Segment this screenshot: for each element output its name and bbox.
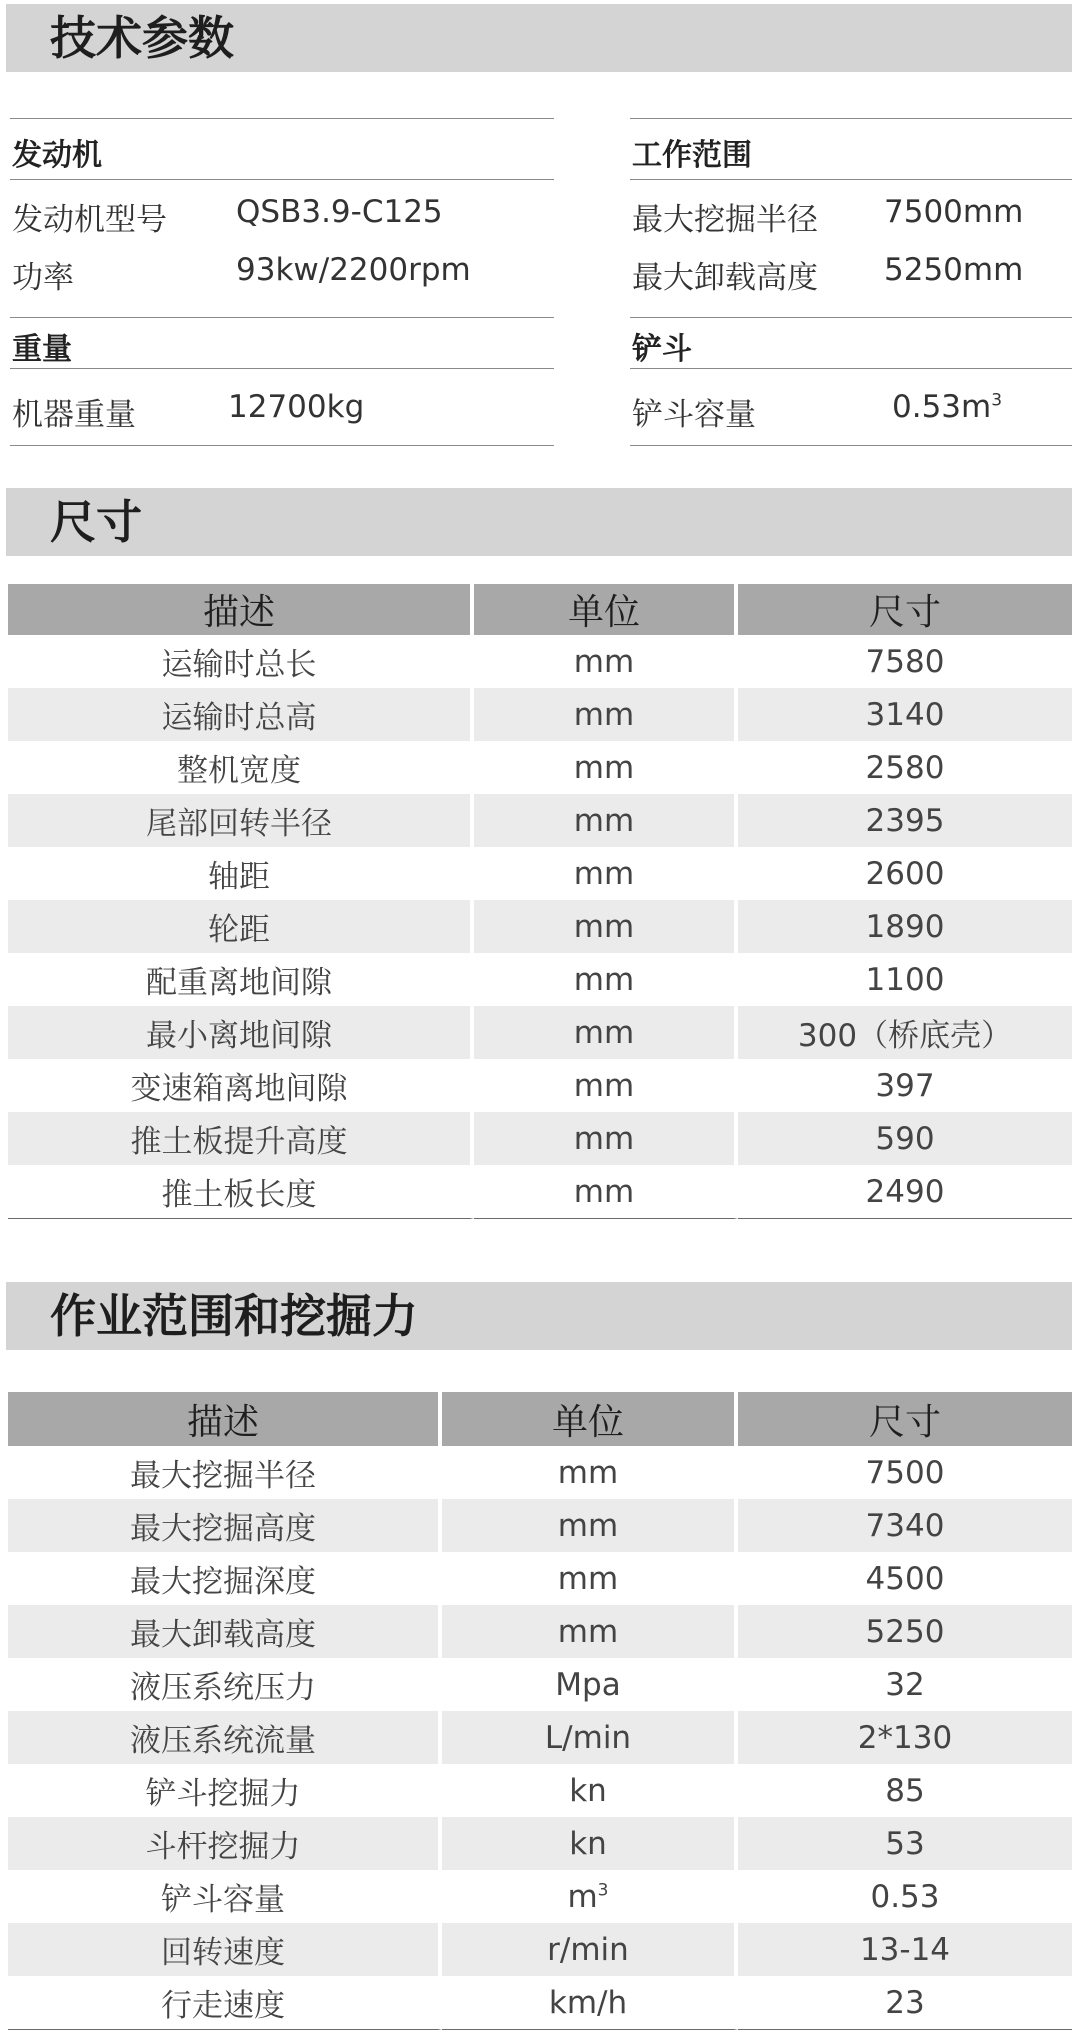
cell-text: 尾部回转半径 xyxy=(146,806,332,842)
table-row xyxy=(8,1112,1072,1165)
cell-text: kn xyxy=(569,1772,607,1809)
cell-description xyxy=(8,794,474,847)
spec-row xyxy=(10,368,554,445)
table-row xyxy=(8,1976,1072,2030)
table-row xyxy=(8,1923,1072,1976)
subheading-working-range xyxy=(630,118,1072,179)
table-row xyxy=(8,900,1072,953)
cell-text: 7580 xyxy=(865,643,945,680)
cell-text: 13-14 xyxy=(859,1931,951,1968)
cell-text: 回转速度 xyxy=(161,1935,285,1971)
cell-value xyxy=(738,1059,1072,1112)
subheading-label: 铲斗 xyxy=(632,332,692,367)
cell-text: 32 xyxy=(885,1666,925,1703)
cell-text: m xyxy=(567,1878,598,1915)
cell-text: 配重离地间隙 xyxy=(146,965,332,1001)
cell-text: 最大挖掘半径 xyxy=(130,1458,316,1494)
cell-unit xyxy=(474,1112,738,1165)
cell-value xyxy=(738,635,1072,688)
table-header-row xyxy=(8,584,1072,635)
cell-text: 1890 xyxy=(865,908,945,945)
cell-value xyxy=(738,1552,1072,1605)
working-range-rows xyxy=(630,179,1072,317)
table-row xyxy=(8,1165,1072,1219)
performance-table xyxy=(8,1392,1072,2030)
spec-value: 12700kg xyxy=(228,389,365,425)
cell-description xyxy=(8,1658,442,1711)
cell-text: L/min xyxy=(544,1719,632,1756)
cell-value xyxy=(738,1006,1072,1059)
cell-value xyxy=(738,1658,1072,1711)
spec-value: 7500mm xyxy=(884,194,1024,230)
cell-text: 推土板长度 xyxy=(161,1177,317,1213)
cell-text: 液压系统压力 xyxy=(130,1670,316,1706)
subheading-engine xyxy=(10,118,554,179)
subheading-label: 工作范围 xyxy=(632,138,752,173)
cell-text: mm xyxy=(573,1014,635,1051)
column-header: 描述 xyxy=(8,584,474,635)
spec-value xyxy=(892,389,1002,425)
table-body xyxy=(8,1446,1072,2030)
spec-label: 最大挖掘半径 xyxy=(632,202,818,238)
cell-value xyxy=(738,688,1072,741)
cell-description xyxy=(8,1605,442,1658)
superscript: 3 xyxy=(991,390,1003,411)
table-row xyxy=(8,1499,1072,1552)
column-header: 描述 xyxy=(8,1392,442,1446)
cell-unit xyxy=(474,741,738,794)
cell-unit xyxy=(474,847,738,900)
cell-value xyxy=(738,741,1072,794)
table-row xyxy=(8,1817,1072,1870)
table-header-row xyxy=(8,1392,1072,1446)
spec-label: 功率 xyxy=(12,260,74,296)
column-header: 尺寸 xyxy=(738,584,1072,635)
cell-value xyxy=(738,1870,1072,1923)
cell-description xyxy=(8,1817,442,1870)
cell-value xyxy=(738,1923,1072,1976)
cell-text: 最大卸载高度 xyxy=(130,1617,316,1653)
cell-description xyxy=(8,1446,442,1499)
cell-value xyxy=(738,847,1072,900)
cell-description xyxy=(8,1165,474,1219)
cell-text: 轴距 xyxy=(208,859,270,895)
cell-value xyxy=(738,1499,1072,1552)
section-title: 技术参数 xyxy=(50,11,234,65)
divider xyxy=(630,445,1072,446)
cell-text: 300（桥底壳） xyxy=(797,1018,1013,1054)
divider xyxy=(10,445,554,446)
cell-text: 铲斗挖掘力 xyxy=(145,1776,301,1812)
cell-unit xyxy=(474,953,738,1006)
cell-text: 斗杆挖掘力 xyxy=(145,1829,301,1865)
cell-text: r/min xyxy=(547,1931,629,1968)
cell-description xyxy=(8,847,474,900)
cell-description xyxy=(8,1552,442,1605)
cell-description xyxy=(8,1764,442,1817)
cell-text: mm xyxy=(573,1067,635,1104)
cell-text: 2580 xyxy=(865,749,945,786)
cell-text: mm xyxy=(573,749,635,786)
cell-description xyxy=(8,1711,442,1764)
cell-description xyxy=(8,953,474,1006)
cell-text: 85 xyxy=(885,1772,925,1809)
section-header-dimensions xyxy=(6,488,1072,556)
section-header-performance xyxy=(6,1282,1072,1350)
cell-text: mm xyxy=(573,1120,635,1157)
cell-description xyxy=(8,1499,442,1552)
cell-text: 液压系统流量 xyxy=(130,1723,316,1759)
cell-text: kn xyxy=(569,1825,607,1862)
spec-row xyxy=(10,180,554,240)
table-row xyxy=(8,953,1072,1006)
spec-label: 发动机型号 xyxy=(12,202,167,238)
cell-text: 397 xyxy=(875,1067,935,1104)
cell-unit xyxy=(474,900,738,953)
cell-text: km/h xyxy=(548,1984,628,2021)
cell-description xyxy=(8,1923,442,1976)
cell-text: Mpa xyxy=(555,1666,621,1703)
cell-text: 7340 xyxy=(865,1507,945,1544)
spec-label: 最大卸载高度 xyxy=(632,260,818,296)
cell-text: mm xyxy=(573,961,635,998)
cell-unit xyxy=(442,1711,738,1764)
cell-unit xyxy=(474,794,738,847)
superscript: 3 xyxy=(597,1880,609,1901)
cell-unit xyxy=(442,1976,738,2030)
dimensions-table xyxy=(8,584,1072,1219)
cell-description xyxy=(8,741,474,794)
subheading-label: 重量 xyxy=(12,332,72,367)
cell-text: 4500 xyxy=(865,1560,945,1597)
cell-text: 行走速度 xyxy=(161,1988,285,2024)
table-row xyxy=(8,1446,1072,1499)
cell-unit xyxy=(474,1006,738,1059)
cell-value xyxy=(738,900,1072,953)
cell-value xyxy=(738,1605,1072,1658)
engine-rows xyxy=(10,179,554,317)
cell-description xyxy=(8,1059,474,1112)
section-title: 作业范围和挖掘力 xyxy=(50,1289,418,1343)
cell-text: 1100 xyxy=(865,961,945,998)
cell-value xyxy=(738,1764,1072,1817)
section-title: 尺寸 xyxy=(50,495,142,549)
cell-text: 铲斗容量 xyxy=(161,1882,285,1918)
cell-value xyxy=(738,953,1072,1006)
table-row xyxy=(8,1059,1072,1112)
table-row xyxy=(8,794,1072,847)
spec-row xyxy=(630,368,1072,445)
cell-unit xyxy=(442,1870,738,1923)
cell-value xyxy=(738,1112,1072,1165)
cell-text: mm xyxy=(557,1454,619,1491)
cell-text: 5250 xyxy=(865,1613,945,1650)
cell-text: 2490 xyxy=(865,1173,945,1210)
spec-row xyxy=(10,240,554,300)
spec-column-right xyxy=(630,118,1072,446)
cell-unit xyxy=(442,1764,738,1817)
table-row xyxy=(8,1658,1072,1711)
cell-description xyxy=(8,900,474,953)
cell-text: 2600 xyxy=(865,855,945,892)
cell-value xyxy=(738,1711,1072,1764)
section-header-specs xyxy=(6,4,1072,72)
table-row xyxy=(8,635,1072,688)
cell-unit xyxy=(474,1059,738,1112)
cell-text: mm xyxy=(573,696,635,733)
cell-text: 53 xyxy=(885,1825,925,1862)
cell-description xyxy=(8,1870,442,1923)
cell-text: 推土板提升高度 xyxy=(130,1124,348,1160)
cell-text: 3140 xyxy=(865,696,945,733)
table-row xyxy=(8,847,1072,900)
cell-text: 590 xyxy=(875,1120,935,1157)
cell-text: mm xyxy=(573,855,635,892)
cell-text: mm xyxy=(573,802,635,839)
subheading-bucket xyxy=(630,317,1072,368)
spec-value: QSB3.9-C125 xyxy=(236,194,443,230)
spec-label: 机器重量 xyxy=(12,397,136,433)
column-header: 尺寸 xyxy=(738,1392,1072,1446)
table-row xyxy=(8,1870,1072,1923)
spec-label: 铲斗容量 xyxy=(632,397,756,433)
cell-unit xyxy=(442,1446,738,1499)
cell-description xyxy=(8,635,474,688)
cell-text: mm xyxy=(557,1507,619,1544)
table-row xyxy=(8,1006,1072,1059)
table-row xyxy=(8,1605,1072,1658)
table-row xyxy=(8,1764,1072,1817)
table-row xyxy=(8,741,1072,794)
subheading-weight xyxy=(10,317,554,368)
cell-unit xyxy=(442,1605,738,1658)
cell-value xyxy=(738,794,1072,847)
cell-description xyxy=(8,688,474,741)
cell-text: mm xyxy=(557,1613,619,1650)
column-header: 单位 xyxy=(474,584,738,635)
table-body xyxy=(8,635,1072,1219)
cell-unit xyxy=(442,1658,738,1711)
cell-text: 0.53 xyxy=(870,1878,940,1915)
cell-unit xyxy=(442,1817,738,1870)
cell-text: 7500 xyxy=(865,1454,945,1491)
cell-text: mm xyxy=(557,1560,619,1597)
cell-text: 2395 xyxy=(865,802,945,839)
column-header: 单位 xyxy=(442,1392,738,1446)
cell-text: 变速箱离地间隙 xyxy=(130,1071,348,1107)
cell-unit xyxy=(442,1499,738,1552)
cell-value xyxy=(738,1165,1072,1219)
cell-text: 运输时总长 xyxy=(161,647,317,683)
spec-column-left xyxy=(10,118,554,446)
cell-text: 最大挖掘高度 xyxy=(130,1511,316,1547)
cell-value xyxy=(738,1446,1072,1499)
cell-text: 运输时总高 xyxy=(161,700,317,736)
cell-text: 23 xyxy=(885,1984,925,2021)
cell-text: mm xyxy=(573,908,635,945)
cell-unit xyxy=(474,1165,738,1219)
cell-description xyxy=(8,1112,474,1165)
cell-text: mm xyxy=(573,1173,635,1210)
cell-text: 最小离地间隙 xyxy=(146,1018,332,1054)
cell-description xyxy=(8,1976,442,2030)
spec-value: 93kw/2200rpm xyxy=(236,252,471,288)
cell-unit xyxy=(442,1552,738,1605)
cell-unit xyxy=(442,1923,738,1976)
cell-text: 2*130 xyxy=(857,1719,953,1756)
cell-text: 整机宽度 xyxy=(177,753,301,789)
table-row xyxy=(8,1711,1072,1764)
table-row xyxy=(8,688,1072,741)
spec-row xyxy=(630,240,1072,300)
spec-row xyxy=(630,180,1072,240)
cell-unit xyxy=(474,688,738,741)
cell-unit xyxy=(474,635,738,688)
cell-text: mm xyxy=(573,643,635,680)
cell-text: 轮距 xyxy=(208,912,270,948)
spec-value: 5250mm xyxy=(884,252,1024,288)
cell-value xyxy=(738,1817,1072,1870)
subheading-label: 发动机 xyxy=(12,138,102,173)
spec-value-text: 0.53m xyxy=(892,389,992,425)
cell-text: 最大挖掘深度 xyxy=(130,1564,316,1600)
cell-description xyxy=(8,1006,474,1059)
table-row xyxy=(8,1552,1072,1605)
cell-value xyxy=(738,1976,1072,2030)
